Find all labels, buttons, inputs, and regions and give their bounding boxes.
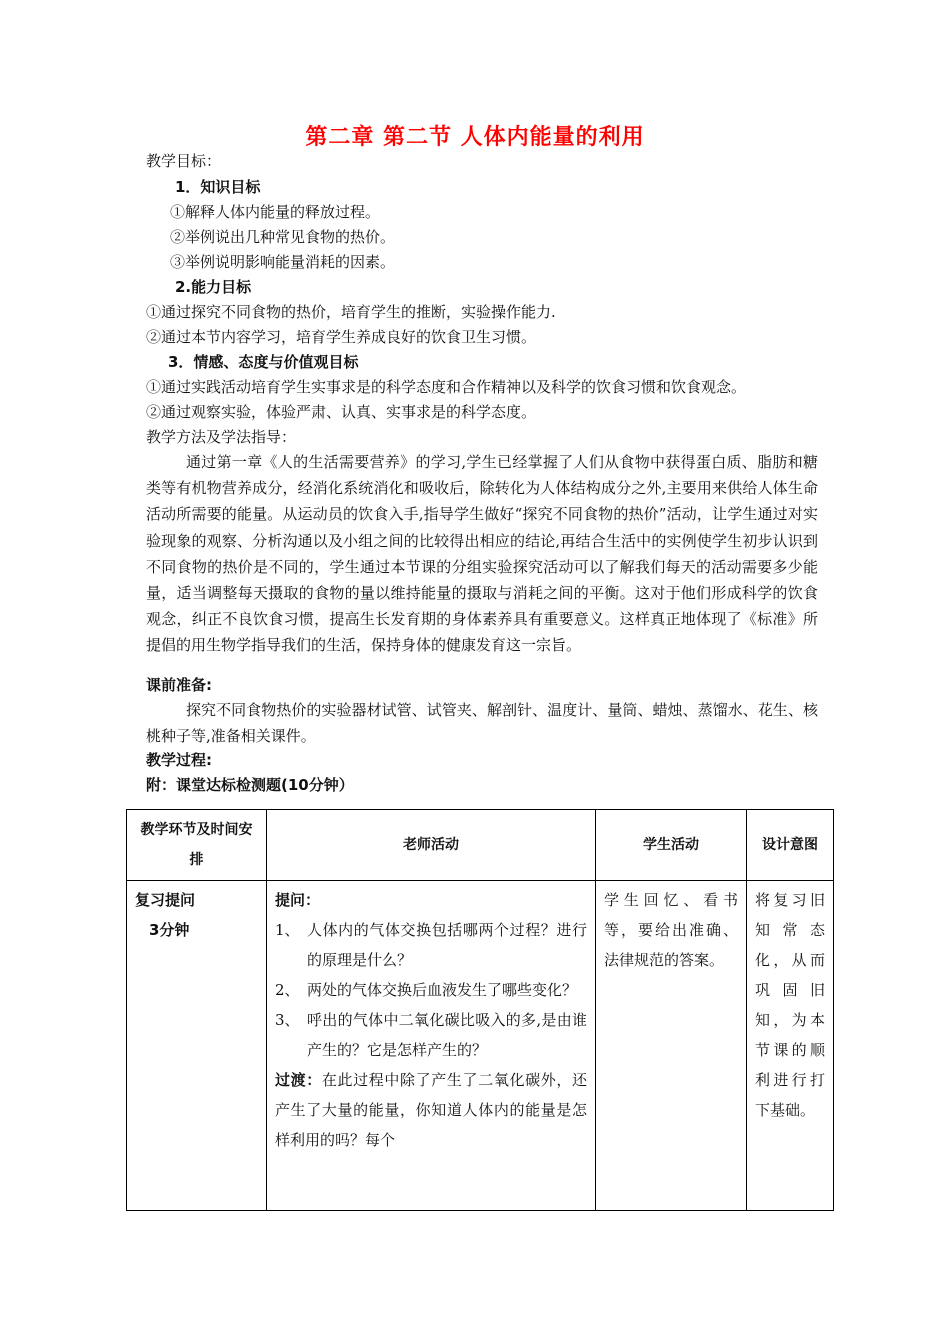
appendix-line: 附：课堂达标检测题(10分钟）: [146, 776, 354, 794]
student-cell: 学生回忆、看书等，要给出准确、法律规范的答案。: [596, 881, 747, 1211]
stage-name: 复习提问: [135, 891, 196, 909]
teacher-cell: [267, 881, 596, 1211]
question-item: 2、 两处的气体交换后血液发生了哪些变化？: [275, 981, 578, 999]
header-stage: 教学环节及时间安排: [127, 810, 267, 881]
emotion-heading: 3．情感、态度与价值观目标: [168, 353, 359, 371]
transition-label: 过渡：: [275, 1071, 322, 1089]
ability-item: ②通过本节内容学习，培育学生养成良好的饮食卫生习惯。: [146, 328, 537, 346]
header-student: 学生活动: [596, 810, 747, 881]
knowledge-item: ②举例说出几种常见食物的热价。: [170, 228, 396, 246]
transition-text: 过渡：在此过程中除了产生了二氧化碳外，还产生了大量的能量，你知道人体内的能量是怎样利用的吗？每个: [275, 1071, 587, 1149]
question-item: 3、 呼出的气体中二氧化碳比吸入的多,是由谁产生的？它是怎样产生的？: [275, 1011, 587, 1059]
header-intent: 设计意图: [747, 810, 834, 881]
table-row: [127, 881, 834, 1211]
ability-heading: 2.能力目标: [175, 278, 252, 296]
knowledge-heading: 1．知识目标: [175, 178, 261, 196]
teacher-label: 提问：: [275, 891, 321, 909]
question-item: 1、 人体内的气体交换包括哪两个过程？进行的原理是什么？: [275, 921, 587, 969]
methods-paragraph: 通过第一章《人的生活需要营养》的学习,学生已经掌握了人们从食物中获得蛋白质、脂肪和糖类等有机物营养成分，经消化系统消化和吸收后，除转化为人体结构成分之外,主要用来供给人体生命活动所需要的能量。从运动员的饮食入手,指导学生做好“探究不同食物的热价”活动，让学生通过对实验现象的观察、分析沟通以及小组之间的比较得出相应的结论,再结合生活中的实例使学生初步认识到不同食物的热价是不同的，学生通过本节课的分组实验探究活动可以了解我们每天的活动需要多少能量，适当调整每天摄取的食物的量以维持能量的摄取与消耗之间的平衡。这对于他们形成科学的饮食观念，纠正不良饮食习惯，提高生长发育期的身体素养具有重要意义。这样真正地体现了《标准》所提倡的用生物学指导我们的生活，保持身体的健康发育这一宗旨。: [146, 453, 818, 655]
table-header-row: [127, 810, 834, 881]
knowledge-item: ①解释人体内能量的释放过程。: [170, 203, 381, 221]
methods-heading: 教学方法及学法指导：: [146, 428, 297, 446]
header-teacher: 老师活动: [267, 810, 596, 881]
objectives-heading: 教学目标：: [146, 152, 222, 170]
page-title: 第二章 第二节 人体内能量的利用: [305, 125, 645, 150]
stage-time: 3分钟: [149, 921, 190, 939]
emotion-item: ②通过观察实验，体验严肃、认真、实事求是的科学态度。: [146, 403, 537, 421]
preparation-paragraph: 探究不同食物热价的实验器材试管、试管夹、解剖针、温度计、量筒、蜡烛、蒸馏水、花生、核桃种子等,准备相关课件。: [146, 701, 818, 746]
knowledge-item: ③举例说明影响能量消耗的因素。: [170, 253, 396, 271]
process-heading: 教学过程:: [146, 751, 212, 769]
preparation-heading: 课前准备:: [146, 676, 212, 694]
stage-cell: [127, 881, 267, 1211]
emotion-item: ①通过实践活动培育学生实事求是的科学态度和合作精神以及科学的饮食习惯和饮食观念。: [146, 378, 747, 396]
ability-item: ①通过探究不同食物的热价，培育学生的推断，实验操作能力.: [146, 303, 556, 321]
lesson-table: [126, 809, 834, 1211]
intent-cell: 将复习旧知常态化，从而巩固旧知，为本节课的顺利进行打下基础。: [747, 881, 834, 1211]
